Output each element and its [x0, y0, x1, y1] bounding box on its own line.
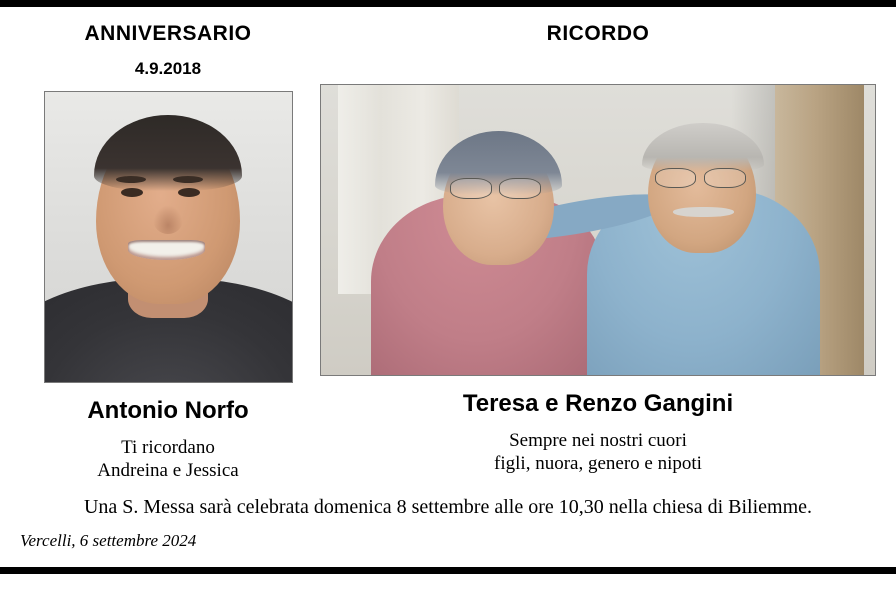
right-photo-man-glasses-right — [704, 168, 746, 189]
bottom-divider-rule — [0, 567, 896, 574]
right-dedication-line-1: Sempre nei nostri cuori — [509, 430, 687, 451]
left-anniversary-date: 4.9.2018 — [134, 59, 202, 78]
left-photo-brow-left — [116, 176, 146, 183]
left-photo-brow-right — [173, 176, 203, 183]
top-divider-rule — [0, 0, 896, 7]
notice-columns — [10, 7, 886, 482]
right-photo-moustache — [673, 207, 734, 217]
left-heading: ANNIVERSARIO — [84, 22, 252, 45]
right-photo-woman-glasses-left — [450, 178, 492, 199]
notice-content — [0, 7, 896, 567]
bottom-spacer — [10, 551, 886, 567]
left-dedication-line-2: Andreina e Jessica — [97, 460, 239, 482]
right-heading: RICORDO — [546, 22, 650, 45]
right-portrait-photo — [320, 84, 876, 376]
right-photo-man-glasses-left — [655, 168, 697, 189]
left-photo-nose — [153, 205, 183, 234]
left-notice-column — [18, 7, 318, 482]
right-photo-woman-glasses-right — [499, 178, 541, 199]
left-photo-eye-left — [121, 188, 143, 197]
mass-announcement: Una S. Messa sarà celebrata domenica 8 settembre alle ore 10,30 nella chiesa di Biliemme. — [83, 496, 813, 519]
right-dedication-line-2: figli, nuora, genero e nipoti — [494, 453, 702, 475]
left-deceased-name: Antonio Norfo — [87, 397, 249, 424]
left-dedication-line-1: Ti ricordano — [121, 437, 215, 458]
right-notice-column — [318, 7, 878, 475]
left-portrait-photo — [44, 91, 293, 383]
right-deceased-name: Teresa e Renzo Gangini — [462, 390, 734, 417]
left-dedication — [97, 436, 238, 482]
right-dedication — [494, 429, 702, 475]
left-photo-eye-right — [178, 188, 200, 197]
place-and-date: Vercelli, 6 settembre 2024 — [20, 531, 197, 551]
